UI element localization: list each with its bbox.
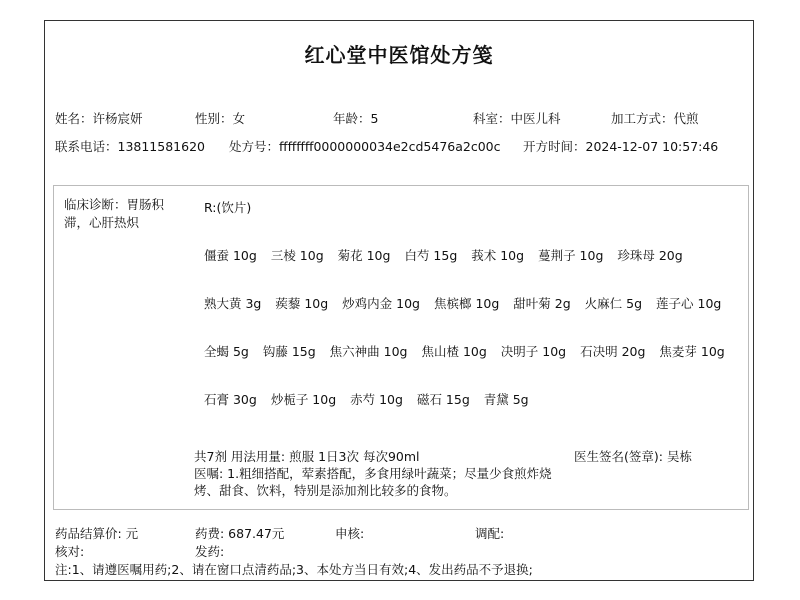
prescription-sheet [44,20,754,581]
medical-advice: 医嘱: 1.粗细搭配，荤素搭配，多食用绿叶蔬菜；尽量少食煎炸烧烤、甜食、饮料，特别是添加剂比较多的食物。 [194,466,552,498]
page-title: 红心堂中医馆处方笺 [304,43,494,67]
herb-item: 焦山楂 10g [421,344,487,359]
herb-item: 赤芍 10g [350,392,403,407]
herb-item: 甜叶菊 2g [513,296,571,311]
settlement-price: 药品结算价: 元 [55,526,139,541]
herb-item: 全蝎 5g [204,344,249,359]
herb-item: 焦麦芽 10g [659,344,725,359]
herb-item: 三棱 10g [270,248,324,263]
herb-item: 石膏 30g [204,392,257,407]
herb-line-4 [204,390,539,408]
prescription-number: 处方号：ffffffff0000000034e2cd5476a2c00c [229,139,501,154]
footer-note: 注:1、请遵医嘱用药;2、请在窗口点清药品;3、本处方当日有效;4、发出药品不予退换; [55,562,533,577]
herb-item: 焦六神曲 10g [329,344,408,359]
patient-gender: 性别：女 [195,111,246,126]
herb-item: 青黛 5g [483,392,529,407]
herb-item: 蔓荆子 10g [538,248,604,263]
drug-fee: 药费: 687.47元 [195,526,285,541]
herb-item: 僵蚕 10g [204,248,257,263]
herb-item: 熟大黄 3g [204,296,262,311]
herb-item: 蒺藜 10g [275,296,329,311]
herb-item: 焦槟榔 10g [433,296,500,311]
usage-instructions: 共7剂 用法用量: 煎服 1日3次 每次90ml [194,449,420,464]
clinical-diagnosis: 临床诊断：胃肠积滞，心肝热炽 [64,197,165,230]
check-field: 核对: [55,544,85,559]
herb-item: 决明子 10g [500,344,567,359]
patient-age: 年龄：5 [333,111,379,126]
herb-item: 火麻仁 5g [584,296,643,311]
review-field: 申核: [335,526,365,541]
contact-phone: 联系电话：13811581620 [55,139,205,154]
doctor-signature: 医生签名(签章): 吴栋 [574,449,692,464]
herb-item: 莲子心 10g [656,296,722,311]
department: 科室：中医儿科 [473,111,561,126]
herb-line-2 [204,294,731,312]
processing-method: 加工方式：代煎 [611,111,699,126]
rx-label: R:(饮片) [204,200,252,215]
herb-item: 菊花 10g [337,248,391,263]
herb-item: 磁石 15g [416,392,470,407]
herb-item: 白芍 15g [404,248,458,263]
dispense-field: 调配: [475,526,505,541]
herb-item: 钩藤 15g [262,344,316,359]
herb-line-1 [204,246,693,264]
patient-name: 姓名：许杨宸妍 [55,111,143,126]
herb-item: 炒鸡内金 10g [342,296,420,311]
herb-item: 炒栀子 10g [270,392,337,407]
herb-item: 莪术 10g [471,248,525,263]
issue-field: 发药: [195,544,225,559]
prescription-date: 开方时间：2024-12-07 10:57:46 [523,139,719,154]
herb-item: 石决明 20g [580,344,646,359]
herb-line-3 [204,342,735,360]
herb-item: 珍珠母 20g [617,248,683,263]
prescription-body [53,185,749,510]
